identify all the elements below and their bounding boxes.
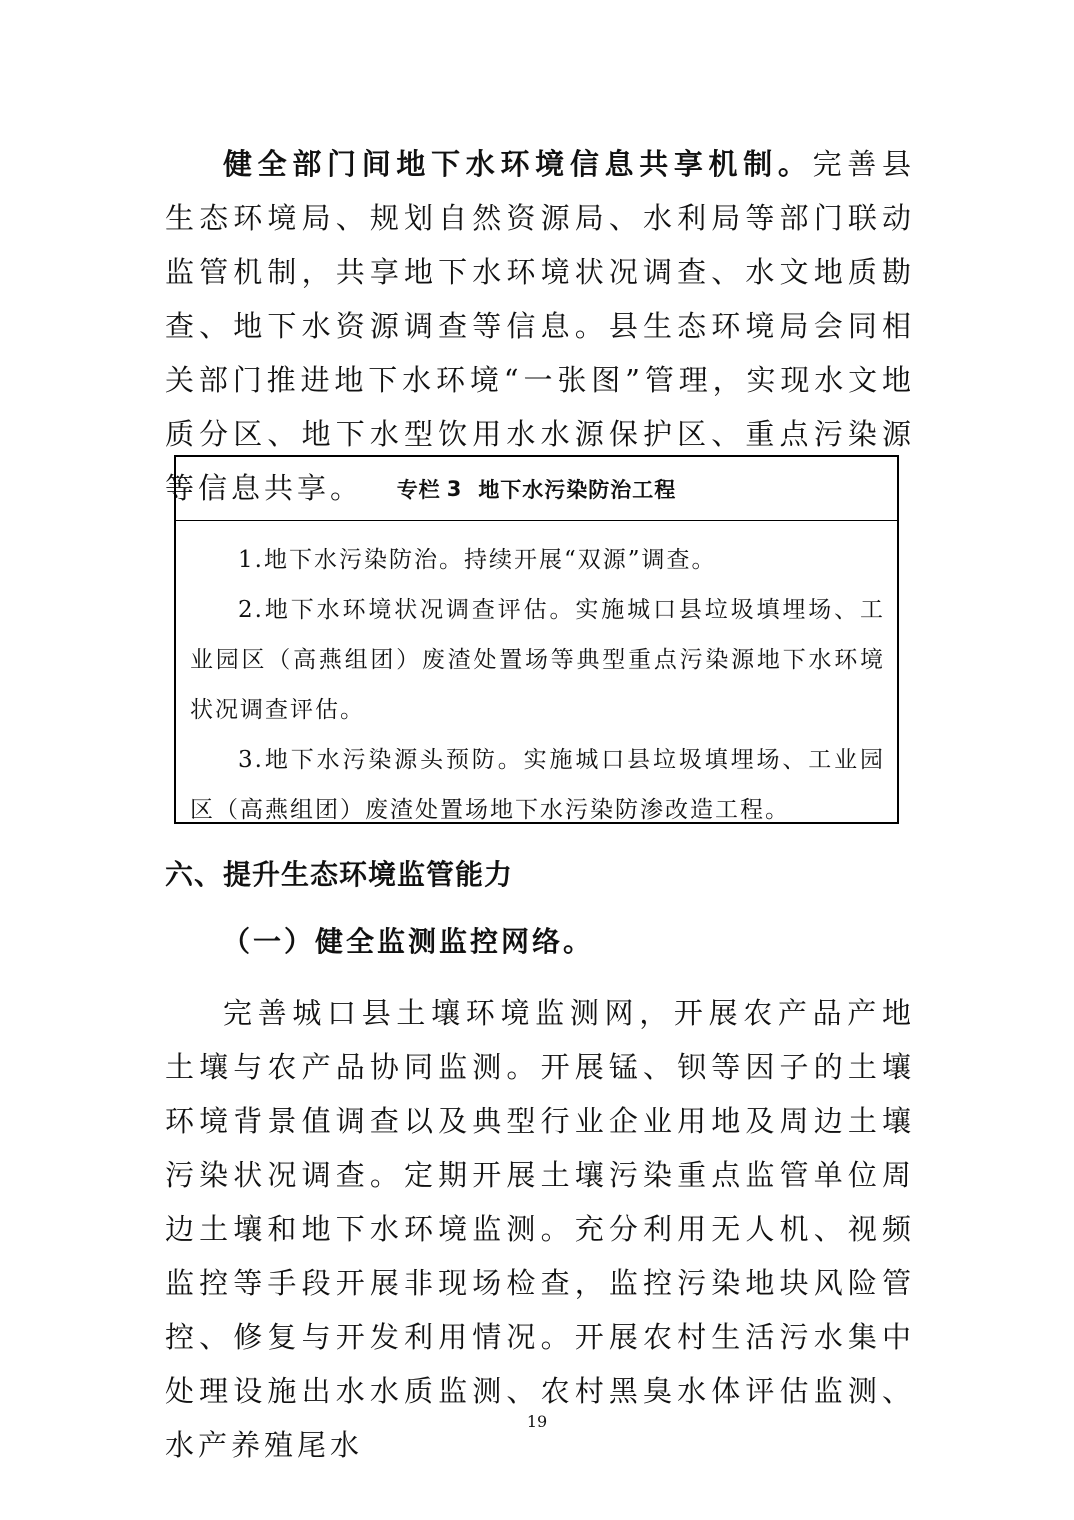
column-box-item: 1.地下水污染防治。持续开展“双源”调查。 <box>238 547 717 573</box>
paragraph-bold-lead: 健全部门间地下水环境信息共享机制。 <box>223 147 813 181</box>
paragraph-body: 完善县生态环境局、规划自然资源局、水利局等部门联动监管机制，共享地下水环境状况调查、水文地质勘查、地下水资源调查等信息。县生态环境局会同相关部门推进地下水环境“一张图”管理，实现水文地质分区、地下水型饮用水水源保护区、重点污染源等信息共享。 <box>165 147 915 505</box>
subsection-heading: （一）健全监测监控网络。 <box>222 925 595 958</box>
column-box-body <box>176 521 897 835</box>
column-box-item: 3.地下水污染源头预防。实施城口县垃圾填埋场、工业园区（高燕组团）废渣处置场地下水污染防渗改造工程。 <box>190 747 885 823</box>
column-box-title-number: 3 <box>446 476 463 501</box>
column-box <box>174 455 899 824</box>
column-box-title <box>176 457 897 521</box>
column-box-title-prefix: 专栏 <box>396 477 441 502</box>
section-heading: 六、提升生态环境监管能力 <box>165 858 514 891</box>
column-box-item: 2.地下水环境状况调查评估。实施城口县垃圾填埋场、工业园区（高燕组团）废渣处置场等典型重点污染源地下水环境状况调查评估。 <box>190 597 885 723</box>
page-number: 19 <box>526 1412 548 1431</box>
column-box-title-text: 地下水污染防治工程 <box>478 477 677 502</box>
paragraph-monitoring: 完善城口县土壤环境监测网，开展农产品产地土壤与农产品协同监测。开展锰、钡等因子的土壤环境背景值调查以及典型行业企业用地及周边土壤污染状况调查。定期开展土壤污染重点监管单位周边土壤和地下水环境监测。充分利用无人机、视频监控等手段开展非现场检查，监控污染地块风险管控、修复与开发利用情况。开展农村生活污水集中处理设施出水水质监测、农村黑臭水体评估监测、水产养殖尾水 <box>165 996 915 1462</box>
